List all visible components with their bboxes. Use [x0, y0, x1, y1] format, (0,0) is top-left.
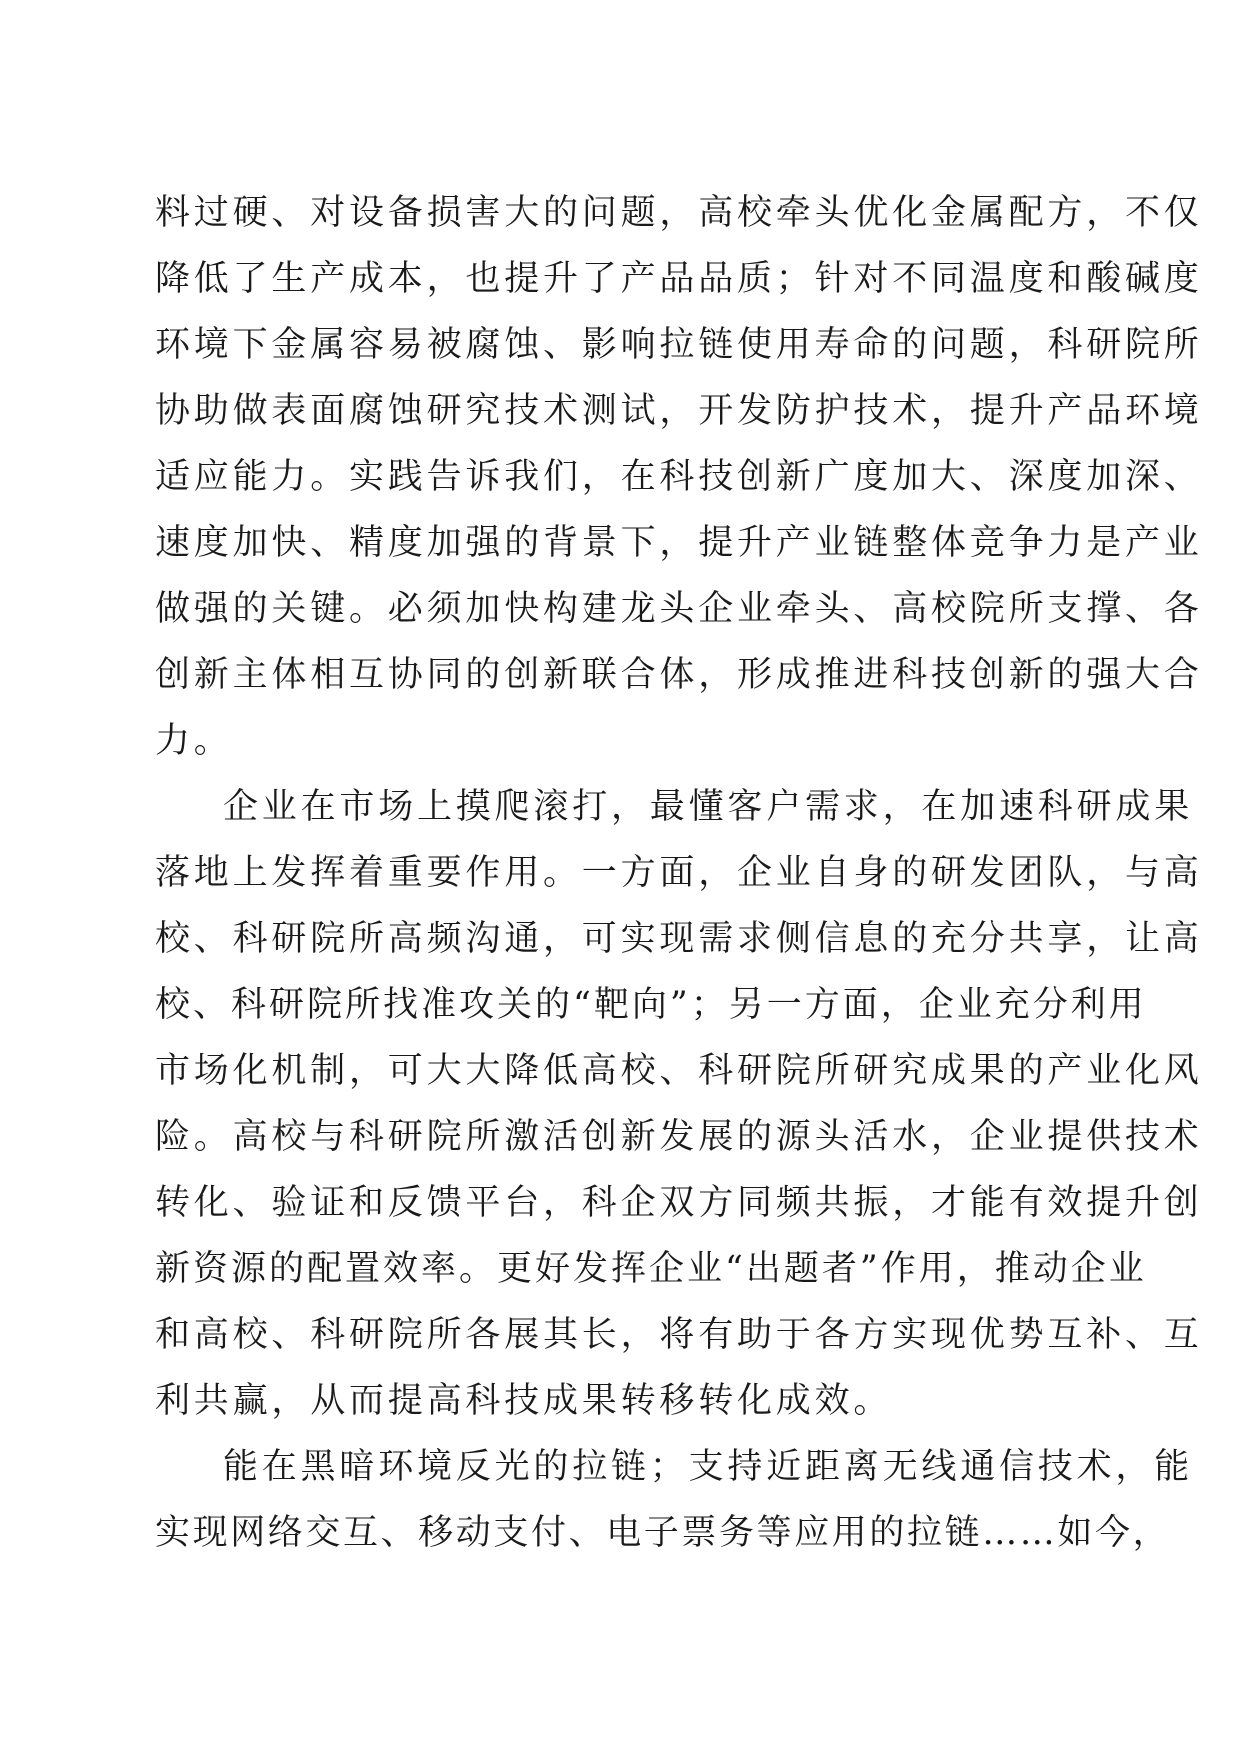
text-line: 新资源的配置效率。更好发挥企业“出题者”作用，推动企业: [155, 1249, 1147, 1289]
text-line: 市场化机制，可大大降低高校、科研院所研究成果的产业化风: [155, 1051, 1203, 1091]
paragraph-2: [155, 774, 1203, 1434]
text-line: 落地上发挥着重要作用。一方面，企业自身的研发团队，与高: [155, 853, 1203, 893]
paragraph-1: [155, 180, 1203, 774]
text-line: 企业在市场上摸爬滚打，最懂客户需求，在加速科研成果: [223, 787, 1194, 827]
text-line: 实现网络交互、移动支付、电子票务等应用的拉链……如今，: [155, 1513, 1171, 1553]
text-line: 和高校、科研院所各展其长，将有助于各方实现优势互补、互: [155, 1315, 1203, 1355]
text-line: 校、科研院所高频沟通，可实现需求侧信息的充分共享，让高: [155, 919, 1203, 959]
text-line: 协助做表面腐蚀研究技术测试，开发防护技术，提升产品环境: [155, 391, 1203, 431]
paragraph-3: [155, 1434, 1194, 1566]
text-line: 能在黑暗环境反光的拉链；支持近距离无线通信技术，能: [223, 1447, 1194, 1487]
text-line: 做强的关键。必须加快构建龙头企业牵头、高校院所支撑、各: [155, 589, 1203, 629]
text-line: 料过硬、对设备损害大的问题，高校牵头优化金属配方，不仅: [155, 193, 1203, 233]
text-line: 校、科研院所找准攻关的“靶向”；另一方面，企业充分利用: [155, 985, 1147, 1025]
text-line: 降低了生产成本，也提升了产品品质；针对不同温度和酸碱度: [155, 259, 1203, 299]
text-line: 环境下金属容易被腐蚀、影响拉链使用寿命的问题，科研院所: [155, 325, 1203, 365]
text-line: 利共赢，从而提高科技成果转移转化成效。: [155, 1381, 893, 1421]
document-body: [155, 180, 1203, 1566]
text-line: 速度加快、精度加强的背景下，提升产业链整体竞争力是产业: [155, 523, 1203, 563]
text-line: 力。: [155, 721, 233, 761]
text-line: 创新主体相互协同的创新联合体，形成推进科技创新的强大合: [155, 655, 1203, 695]
text-line: 转化、验证和反馈平台，科企双方同频共振，才能有效提升创: [155, 1183, 1203, 1223]
text-line: 险。高校与科研院所激活创新发展的源头活水，企业提供技术: [155, 1117, 1203, 1157]
text-line: 适应能力。实践告诉我们，在科技创新广度加大、深度加深、: [155, 457, 1203, 497]
